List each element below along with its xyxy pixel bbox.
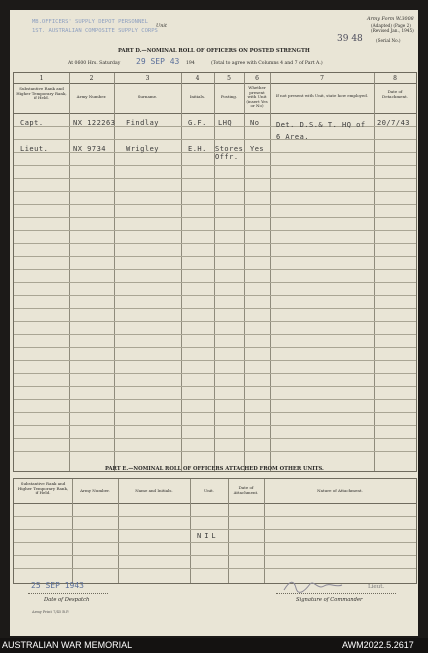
signature-label: Signature of Commander — [296, 597, 363, 603]
archive-id: AWM2022.5.2617 — [342, 640, 414, 650]
ruled-line — [14, 555, 416, 556]
unit-label: Unit — [156, 23, 168, 29]
ruled-line — [14, 360, 416, 361]
table-cell-detachment: 20/7/43 — [377, 119, 411, 127]
ruled-line — [14, 568, 416, 569]
year-label: 194 — [186, 61, 195, 66]
ruled-line — [14, 230, 416, 231]
col-header-rank: Substantive Rank and Higher Temporary Rank, if Held. — [17, 481, 69, 496]
form-title: Army Form W.3008 — [367, 17, 414, 22]
table-cell-rank: Lieut. — [20, 145, 49, 153]
archive-name: AUSTRALIAN WAR MEMORIAL — [2, 640, 133, 650]
header-divider — [14, 503, 416, 504]
col-header-attachment-nature: Nature of Attachment. — [317, 488, 363, 493]
unit-stamp-2: 1ST. AUSTRALIAN COMPOSITE SUPPLY CORPS — [32, 28, 158, 34]
ruled-line — [14, 438, 416, 439]
part-d-title: PART D.—NOMINAL ROLL OF OFFICERS ON POSTED STRENGTH — [118, 48, 310, 54]
col-header-employment: If not present with Unit, state how employed. — [275, 93, 369, 98]
ruled-line — [14, 373, 416, 374]
col-number: 8 — [393, 75, 397, 82]
part-d-table — [13, 72, 417, 472]
ruled-line — [14, 165, 416, 166]
table-cell-employment: Det. D.S.& T. HQ of 6 Area. — [276, 121, 366, 141]
table-cell-present: No — [250, 119, 260, 127]
col-header-posting: Posting. — [220, 94, 238, 99]
ruled-line — [14, 529, 416, 530]
col-header-attachment-date: Date of Attachment. — [233, 485, 259, 495]
table-cell-initials: E.H. — [188, 145, 207, 153]
col-number: 2 — [89, 75, 94, 82]
col-number: 1 — [39, 75, 44, 82]
form-revised: (Revised Jan., 1945) — [371, 28, 414, 33]
ruled-line — [14, 399, 416, 400]
ruled-line — [14, 321, 416, 322]
ruled-line — [14, 282, 416, 283]
ruled-line — [14, 542, 416, 543]
col-header-present: Whether present with Unit (insert Yes or No) — [246, 85, 268, 109]
table-cell-army-number: NX 9734 — [73, 145, 107, 153]
col-header-army-number: Army Number. — [80, 488, 110, 493]
col-header-name: Name and Initials. — [135, 488, 173, 493]
form-adapted: (Adapted) (Page 2) — [371, 23, 411, 28]
col-header-unit: Unit. — [203, 488, 215, 493]
table-cell-posting: Stores Offr. — [215, 145, 244, 161]
dispatch-date-stamp: 25 SEP 1943 — [31, 581, 84, 590]
col-header-army-number: Army Number. — [76, 94, 107, 99]
ruled-line — [14, 386, 416, 387]
signature-rank: Lieut. — [368, 584, 385, 590]
ruled-line — [14, 425, 416, 426]
ruled-line — [14, 347, 416, 348]
ruled-line — [14, 269, 416, 270]
table-cell-posting: LHQ — [218, 119, 233, 127]
dispatch-underline — [28, 593, 108, 594]
signature-underline — [276, 593, 396, 594]
part-e-title: PART E.—NOMINAL ROLL OF OFFICERS ATTACHED FROM OTHER UNITS. — [105, 466, 324, 472]
col-number: 6 — [255, 75, 259, 82]
col-number: 7 — [320, 75, 324, 82]
total-note: (Total to agree with Columns 4 and 7 of Part A.) — [211, 61, 323, 66]
col-number: 3 — [145, 75, 150, 82]
part-e-table — [13, 478, 417, 584]
col-number: 5 — [227, 75, 231, 82]
col-header-detachment: Date of Detachment. — [382, 89, 408, 99]
form-page — [10, 10, 418, 636]
serial-number: 39 48 — [337, 34, 363, 44]
col-header-rank: Substantive Rank and Higher Temporary Rank, if Held. — [16, 86, 67, 101]
table-cell-present: Yes — [250, 145, 265, 153]
serial-label: (Serial No.) — [376, 38, 401, 43]
table-cell-army-number: NX 122263 — [73, 119, 116, 127]
table-cell-rank: Capt. — [20, 119, 44, 127]
date-stamp: 29 SEP 43 — [136, 57, 180, 66]
number-strip-divider — [14, 83, 416, 84]
col-header-initials: Initials. — [189, 94, 206, 99]
ruled-line — [14, 178, 416, 179]
ruled-line — [14, 412, 416, 413]
ruled-line — [14, 204, 416, 205]
ruled-line — [14, 243, 416, 244]
table-cell-surname: Findlay — [126, 119, 160, 127]
unit-stamp-1: MB.OFFICERS' SUPPLY DEPOT PERSONNEL — [32, 19, 148, 25]
ruled-line — [14, 516, 416, 517]
printer-note: Army Print 7/45 B.P. — [32, 610, 69, 614]
header-divider — [14, 113, 416, 114]
ruled-line — [14, 191, 416, 192]
ruled-line — [14, 217, 416, 218]
ruled-line — [14, 451, 416, 452]
dispatch-label: Date of Despatch — [44, 597, 90, 603]
table-cell-initials: G.F. — [188, 119, 207, 127]
ruled-line — [14, 334, 416, 335]
table-cell-surname: Wrigley — [126, 145, 160, 153]
archive-bar — [0, 638, 428, 653]
ruled-line — [14, 308, 416, 309]
nil-entry: NIL — [197, 532, 219, 540]
ruled-line — [14, 256, 416, 257]
at-hours-label: At 0600 Hrs. Saturday — [68, 61, 121, 66]
col-header-surname: Surname. — [137, 94, 158, 99]
col-number: 4 — [195, 75, 200, 82]
ruled-line — [14, 295, 416, 296]
